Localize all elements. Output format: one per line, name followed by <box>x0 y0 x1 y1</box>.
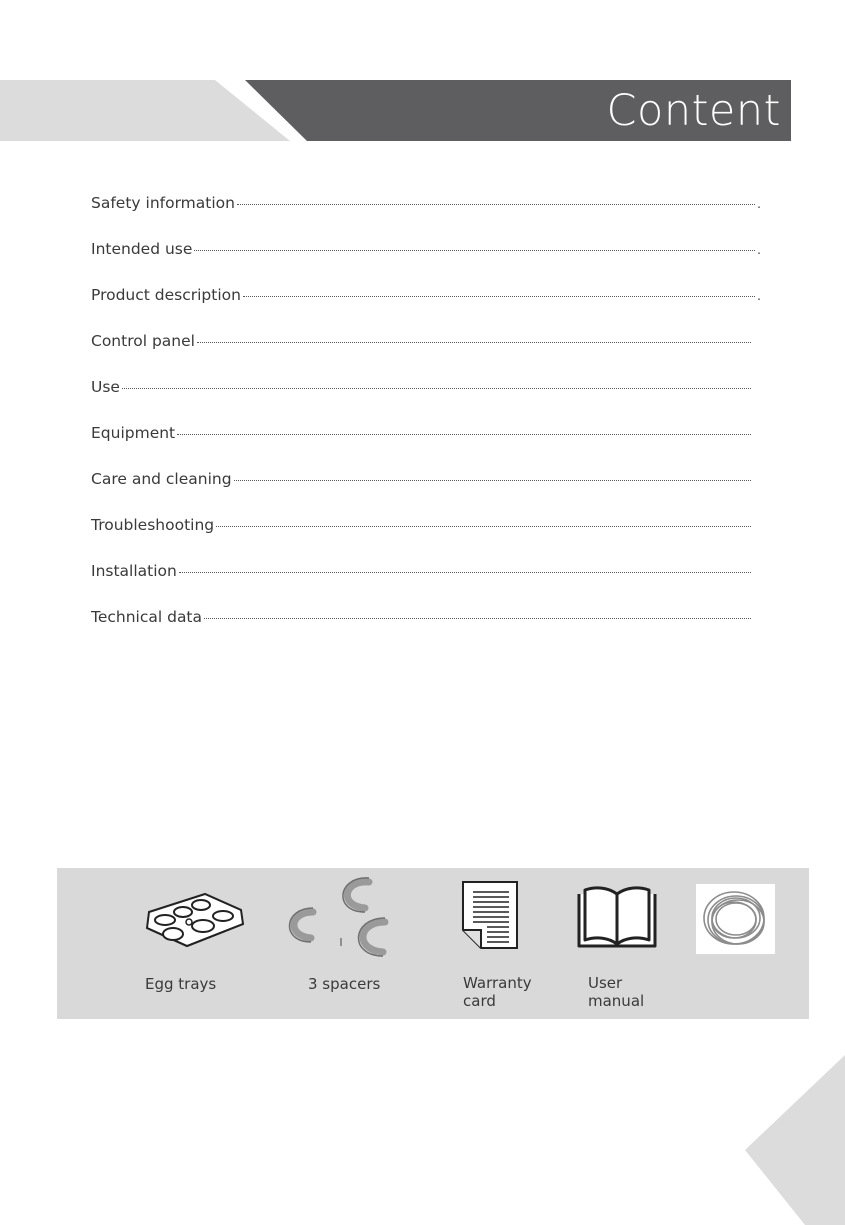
toc-item-label: Troubleshooting <box>91 516 215 534</box>
egg-trays-label: Egg trays <box>145 975 217 993</box>
toc-item-equipment[interactable] <box>91 424 761 470</box>
toc-item-use[interactable] <box>91 378 761 424</box>
toc-leader <box>216 525 751 527</box>
toc-item-label: Technical data <box>91 608 203 626</box>
accessories-strip <box>57 868 809 1019</box>
toc-leader <box>204 617 751 619</box>
page-title: Content <box>606 86 781 136</box>
toc-leader-end: . <box>757 243 761 257</box>
toc-item-label: Intended use <box>91 240 193 258</box>
manual-label-line-1: User <box>588 974 623 992</box>
spacers-label: 3 spacers <box>308 975 381 993</box>
toc-item-label: Product description <box>91 286 241 304</box>
toc-item-label: Care and cleaning <box>91 470 232 488</box>
toc-leader-end: . <box>757 289 761 303</box>
toc-item-safety-information[interactable] <box>91 194 761 240</box>
toc-leader <box>122 387 751 389</box>
toc-item-label: Use <box>91 378 120 396</box>
user-manual-icon <box>575 882 659 950</box>
toc-leader <box>194 249 755 251</box>
toc-item-control-panel[interactable] <box>91 332 761 378</box>
page-corner-tab <box>745 1055 845 1225</box>
toc-item-care-and-cleaning[interactable] <box>91 470 761 516</box>
manual-label-line-2: manual <box>588 992 645 1010</box>
toc-item-label: Installation <box>91 562 177 580</box>
user-manual-label <box>588 974 644 1010</box>
toc-item-label: Equipment <box>91 424 176 442</box>
toc-leader-end: . <box>757 197 761 211</box>
toc-item-label: Safety information <box>91 194 235 212</box>
toc-item-installation[interactable] <box>91 562 761 608</box>
header-light-tab <box>0 80 290 141</box>
toc-item-troubleshooting[interactable] <box>91 516 761 562</box>
toc-item-label: Control panel <box>91 332 195 350</box>
coiled-tube-icon <box>696 884 775 954</box>
spacers-icon <box>281 874 421 964</box>
warranty-label-line-2: card <box>463 992 496 1010</box>
warranty-card-label <box>463 974 532 1010</box>
toc-leader <box>179 571 751 573</box>
toc-leader <box>177 433 751 435</box>
warranty-card-icon <box>461 880 519 950</box>
table-of-contents <box>91 194 761 654</box>
toc-leader <box>243 295 755 297</box>
toc-leader <box>234 479 751 481</box>
toc-item-technical-data[interactable] <box>91 608 761 654</box>
toc-item-product-description[interactable] <box>91 286 761 332</box>
toc-leader <box>197 341 751 343</box>
toc-leader <box>237 203 755 205</box>
toc-item-intended-use[interactable] <box>91 240 761 286</box>
egg-tray-icon <box>143 890 247 950</box>
warranty-label-line-1: Warranty <box>463 974 532 992</box>
